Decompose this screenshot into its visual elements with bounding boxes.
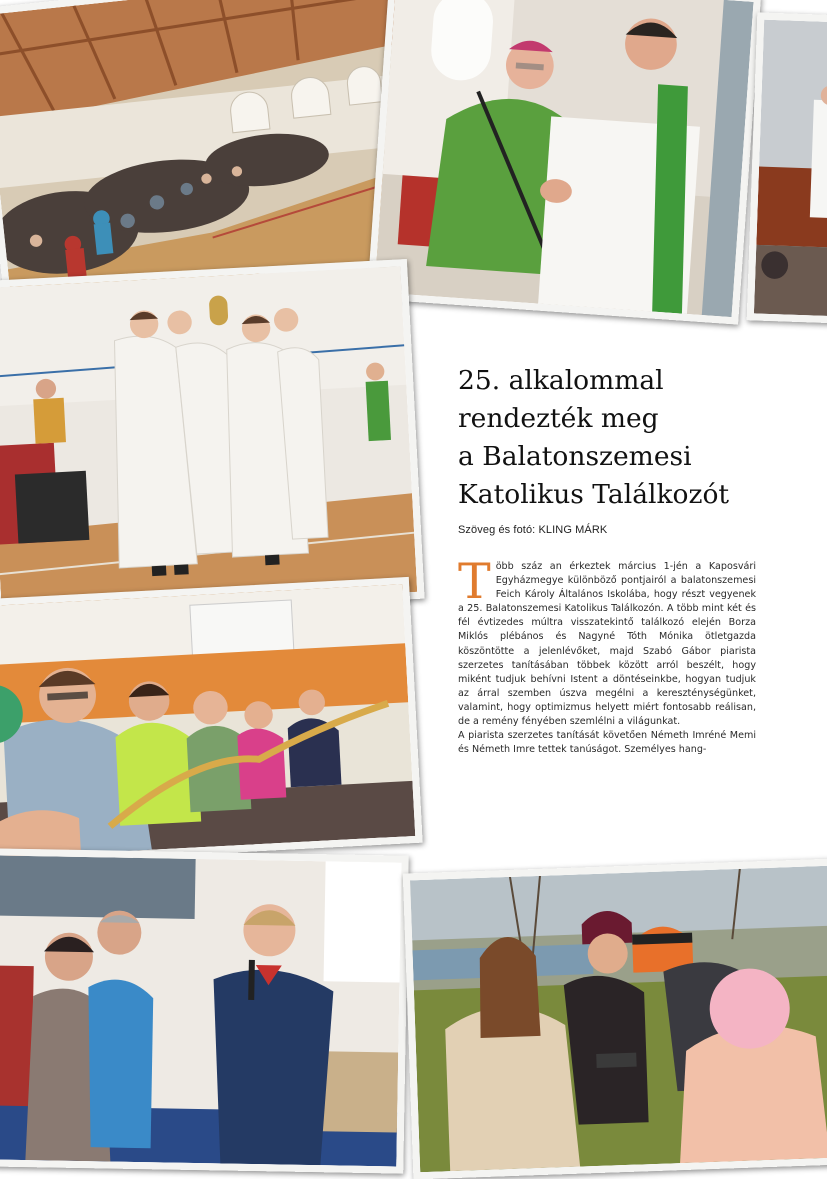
photo-testimony-speakers xyxy=(0,848,409,1173)
title-line: Katolikus Találkozót xyxy=(458,479,730,510)
photo-bishop-mass xyxy=(367,0,761,325)
photo-youth-outdoors xyxy=(403,859,827,1179)
title-line: 25. alkalommal xyxy=(458,365,664,396)
title-line: a Balatonszemesi xyxy=(458,441,692,472)
photo-lectern-edge xyxy=(747,12,827,323)
paragraph: A piarista szerzetes tanítását követően Németh Imréné Memi és Németh Imre tettek tanúságot. Személyes hang- xyxy=(458,730,756,756)
article-title xyxy=(458,362,798,514)
paragraph xyxy=(458,553,756,729)
article-body xyxy=(458,553,756,757)
drop-cap: T xyxy=(458,553,491,610)
paragraph-text: öbb száz an érkeztek március 1-jén a Kaposvári Egyházmegye különböző pontjairól a balatonszemesi Feich Károly Általános Iskolába, hogy részt vegyenek a 25. Balatonszemesi Katolikus Találkozón. A több mint két és fél évtizedes múltra visszatekintő találkozó elején Borza Miklós plébános és Nagyné Tóth Mónika ötletgazda köszöntötte a jelenlévőket, majd Szabó Gábor piarista szerzetes tanításában többek között arról beszélt, hogy miként tudjuk behívni Istent a döntéseinkbe, hogyan tudjuk az árral szemben úszva megélni a kereszténységünket, valamint, hogy optimizmus helyett miért fontosabb reálisan, de a remény fényében szemlélni a világunkat. xyxy=(458,561,756,728)
photo-altar-servers xyxy=(0,259,425,621)
title-line: rendezték meg xyxy=(458,403,659,434)
byline: Szöveg és fotó: KLING MÁRK xyxy=(458,524,608,536)
photo-children-rope xyxy=(0,577,423,865)
